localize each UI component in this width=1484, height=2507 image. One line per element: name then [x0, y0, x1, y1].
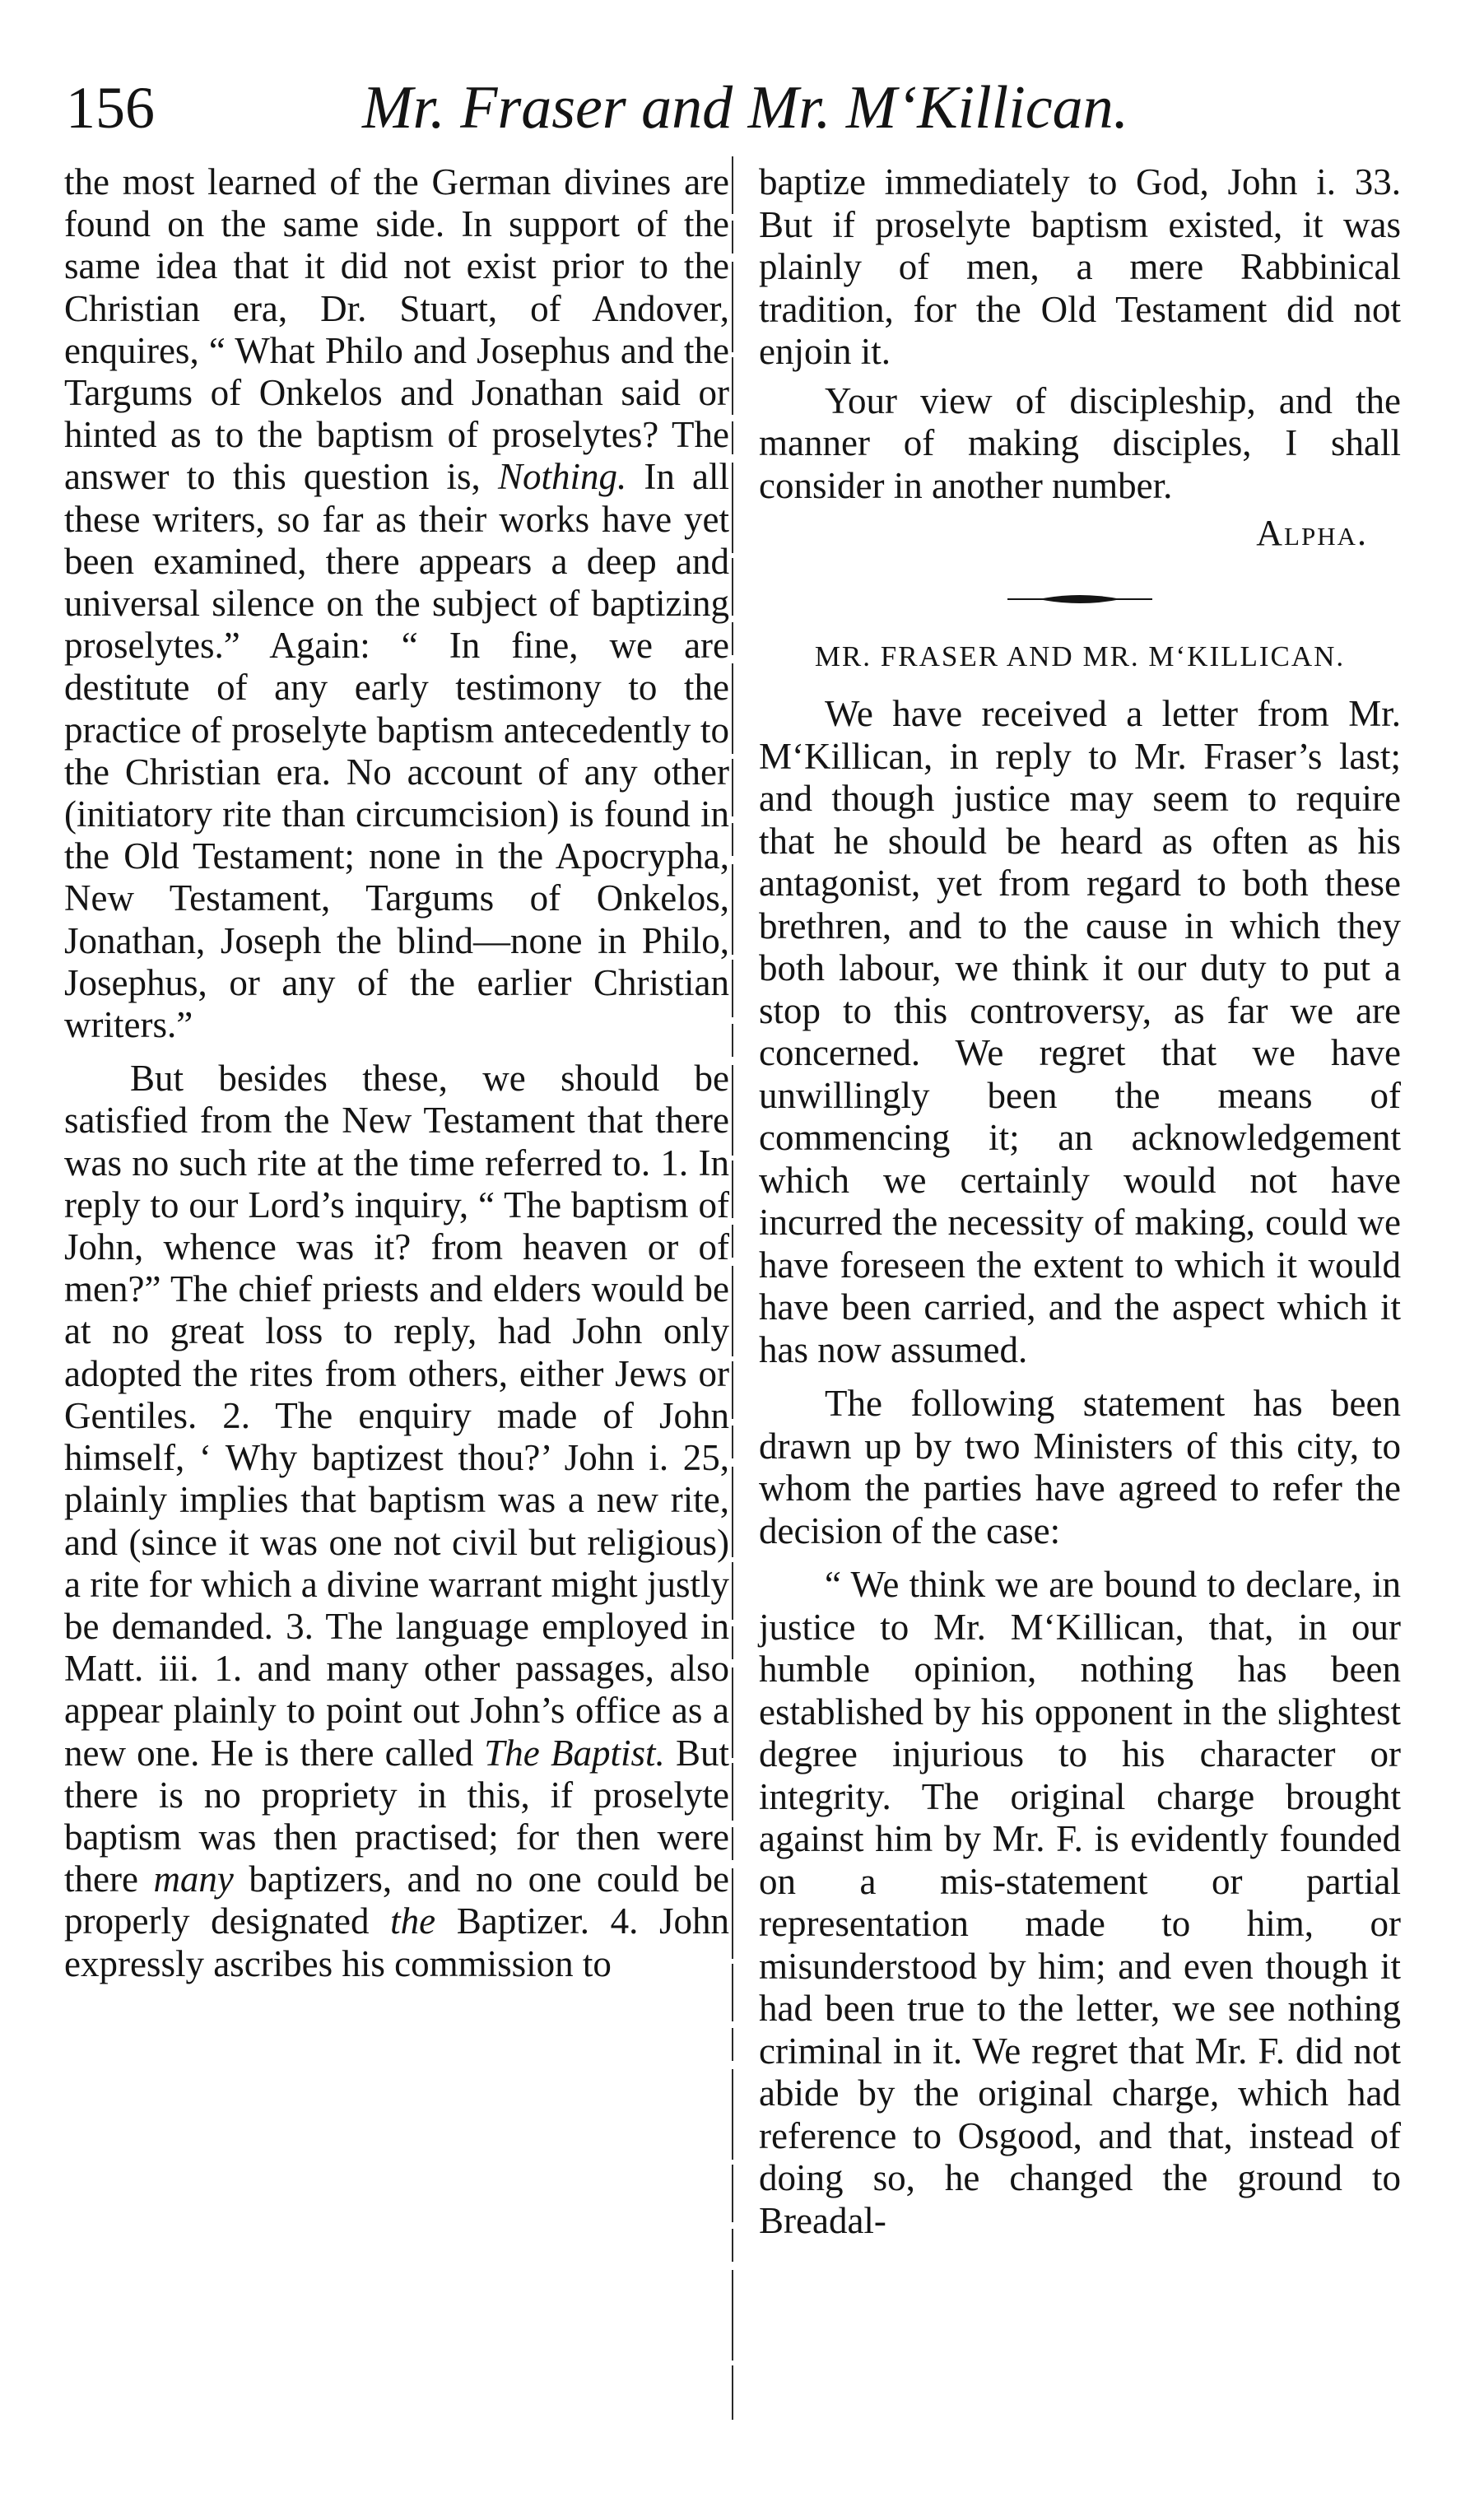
right-paragraph-view: Your view of discipleship, and the manner of making disciples, I shall consider in another number.	[759, 379, 1401, 506]
left-paragraph-2: But besides these, we should be satisfied from the New Testament that there was no such rite at the time referred to. 1. In reply to our Lord’s inquiry, “ The baptism of John, whence was it? from heaven or of men?” The chief priests and elders would be at no great loss to reply, had John only adopted the rites from others, either Jews or Gentiles. 2. The enquiry made of John himself, ‘ Why baptizest thou?’ John i. 25, plainly implies that baptism was a new rite, and (since it was one not civil but religious) a rite for which a divine warrant might justly be demanded. 3. The language employed in Matt. iii. 1. and many other passages, also appear plainly to point out John’s office as a new one. He is there called The Baptist. But there is no propriety in this, if proselyte baptism was then practised; for then were there many baptizers, and no one could be properly designated the Baptizer. 4. John expressly ascribes his commission to	[64, 1058, 729, 1984]
page-number: 156	[66, 75, 155, 141]
right-paragraph-continued: baptize immediately to God, John i. 33. But if proselyte baptism existed, it was plainly of men, a mere Rabbinical tradition, for the Old Testament did not enjoin it.	[759, 161, 1401, 372]
column-divider	[731, 156, 734, 2420]
left-column	[64, 161, 729, 1985]
ornament-rule-graphic	[1006, 587, 1154, 612]
right-paragraph-quote: “ We think we are bound to declare, in justice to Mr. M‘Killican, that, in our humble opinion, nothing has been established by his opponent in the slightest degree injurious to his character or integrity. The original charge brought against him by Mr. F. is evidently founded on a mis-statement or partial representation made to him, or misunderstood by him; and even though it had been true to the letter, we see nothing criminal in it. We regret that Mr. F. did not abide by the original charge, which had reference to Osgood, and that, instead of doing so, he changed the ground to Breadal-	[759, 1564, 1401, 2241]
section-title: MR. FRASER AND MR. M‘KILLICAN.	[814, 640, 1346, 672]
right-paragraph-letter: We have received a letter from Mr. M‘Killican, in reply to Mr. Fraser’s last; and though justice may seem to require that he should be heard as often as his antagonist, yet from regard to both these brethren, and to the cause in which they both labour, we think it our duty to put a stop to this controversy, as far we are concerned. We regret that we have unwillingly been the means of commencing it; an acknowledgement which we certainly would not have incurred the necessity of making, could we have foreseen the extent to which it would have been carried, and the aspect which it has now assumed.	[759, 693, 1401, 1370]
ornamental-rule	[759, 578, 1401, 602]
left-paragraph-1: the most learned of the German divines are found on the same side. In support of the same idea that it did not exist prior to the Christian era, Dr. Stuart, of Andover, enquires, “ What Philo and Josephus and the Targums of Onkelos and Jonathan said or hinted as to the baptism of proselytes? The answer to this question is, Nothing. In all these writers, so far as their works have yet been examined, there appears a deep and universal silence on the subject of baptizing proselytes.” Again: “ In fine, we are destitute of any early testimony to the practice of proselyte baptism antecedently to the Christian era. No account of any other (initiatory rite than circumcision) is found in the Old Testament; none in the Apocrypha, New Testament, Targums of Onkelos, Jonathan, Joseph the blind—none in Philo, Josephus, or any of the earlier Christian writers.”	[64, 161, 729, 1046]
right-paragraph-statement: The following statement has been drawn up by two Ministers of this city, to whom the parties have agreed to refer the decision of the case:	[759, 1383, 1401, 1551]
right-column	[759, 161, 1401, 2242]
page-header	[66, 71, 1399, 145]
running-title: Mr. Fraser and Mr. M‘Killican.	[362, 74, 1129, 142]
signature-alpha: Alpha.	[1256, 513, 1368, 553]
